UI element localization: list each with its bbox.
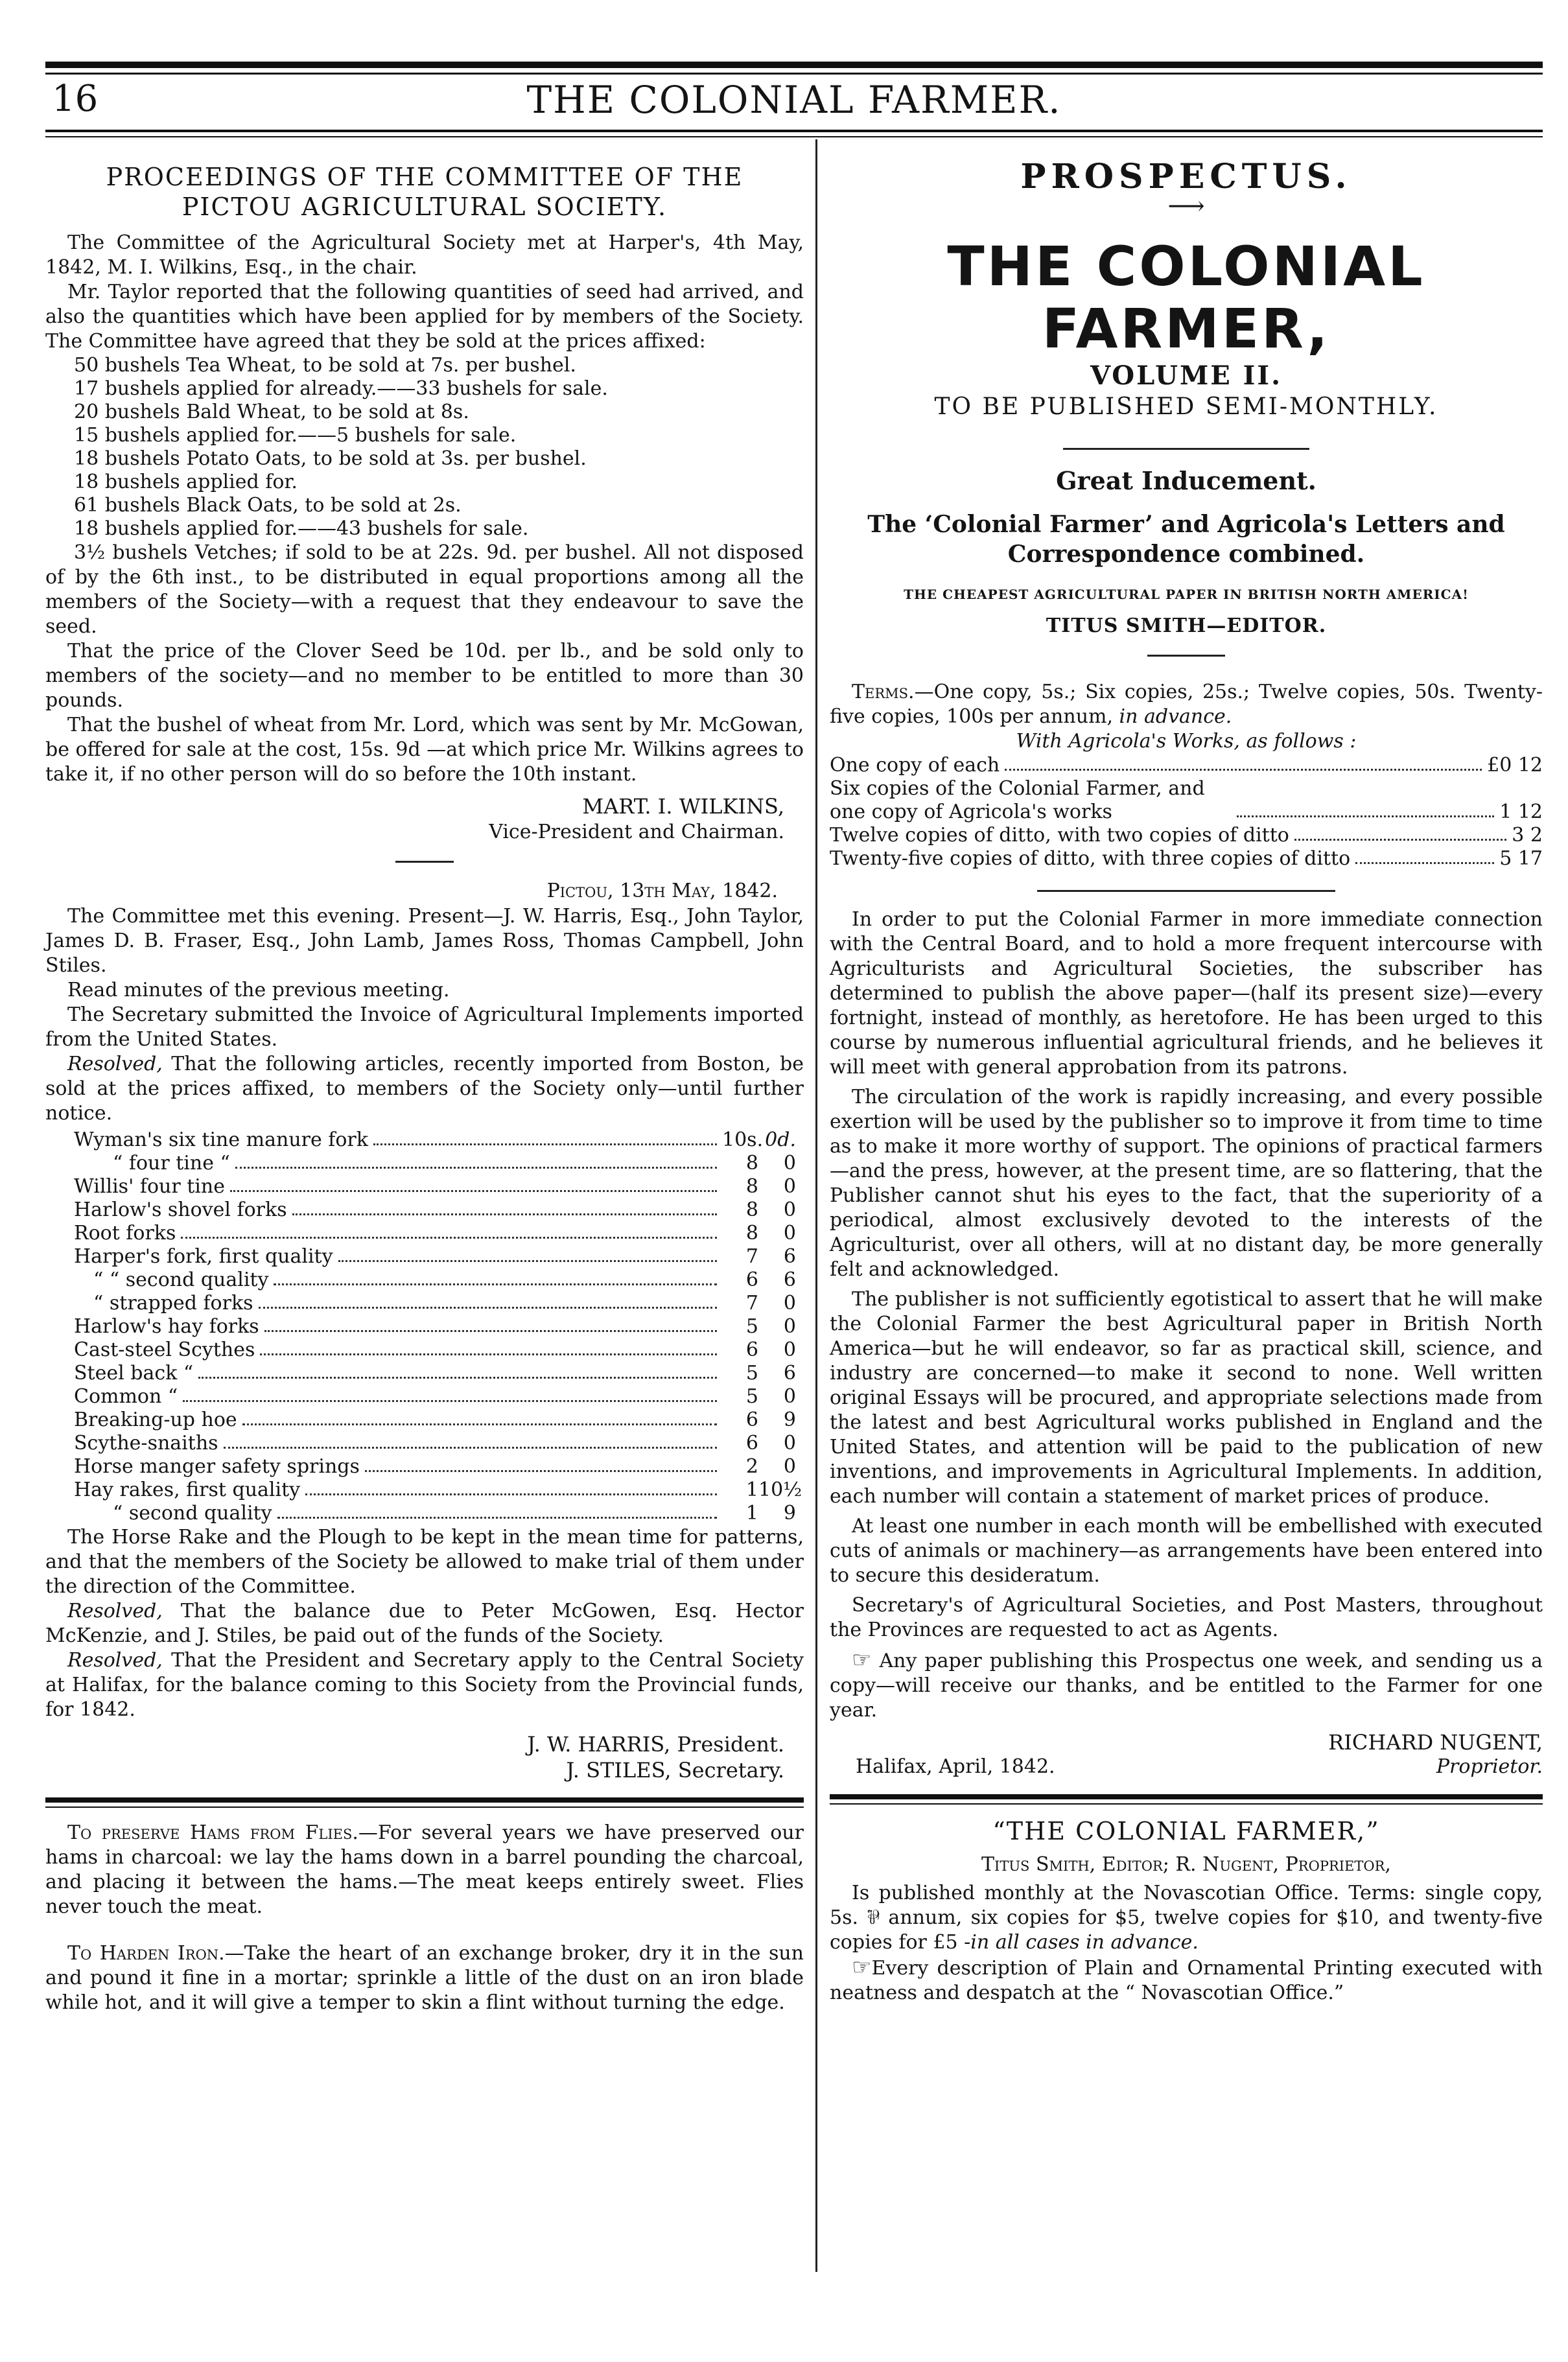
proceedings-title-1: PROCEEDINGS OF THE COMMITTEE OF THE: [106, 163, 743, 191]
price-row: Common “ 5 0: [74, 1385, 796, 1408]
pointing-hand-icon: ☞: [852, 1647, 872, 1673]
price-list: [45, 1128, 804, 1525]
offer-row: Twelve copies of ditto, with two copies of ditto 3 2: [830, 824, 1543, 847]
offer-row: One copy of each £0 12: [830, 754, 1543, 777]
short-divider: [1147, 655, 1225, 657]
column-divider: [815, 139, 817, 2272]
signature-title: Vice-President and Chairman.: [489, 821, 784, 843]
para-1: In order to put the Colonial Farmer in more immediate connection with the Central Board, and to hold a more frequent intercourse with Agriculturists and Agricultural Societies, the subscriber has determined to publish the above paper—(half its present size)—every fortnight, instead of monthly, as heretofore. He has been urged to this course by numerous influential agricultural friends, and he believes it will meet with general approbation from its patrons.: [830, 908, 1543, 1079]
signature-wilkins: [45, 793, 804, 845]
hams-paragraph: To preserve Hams from Flies.—For several years we have preserved our hams in charcoal: we lay the hams down in a barrel pounding the charcoal, and placing it between the hams.—The meat keeps entirely sweet. Flies never touch the meat.: [45, 1821, 804, 1918]
signature-name: MART. I. WILKINS,: [582, 794, 784, 819]
clover-paragraph: That the price of the Clover Seed be 10d. per lb., and be sold only to members of the society—and no member to be entitled to more than 30 pounds.: [45, 640, 804, 712]
price-row: Root forks 8 0: [74, 1222, 796, 1245]
minutes-paragraph: Read minutes of the previous meeting.: [67, 979, 450, 1001]
price-row: Wyman's six tine manure fork 10s. 0d.: [74, 1128, 796, 1151]
vetches-paragraph: 3½ bushels Vetches; if sold to be at 22s. 9d. per bushel. All not disposed of by the 6th inst., to be distributed in equal proportions among all the members of the Society—with a request that they endeavour to save the seed.: [45, 541, 804, 638]
seed-item: 18 bushels Potato Oats, to be sold at 3s. per bushel.: [74, 447, 587, 470]
left-column: [45, 143, 804, 2015]
header-rule-thin: [45, 136, 1543, 137]
terms: Terms.—One copy, 5s.; Six copies, 25s.; Twelve copies, 50s. Twenty-five copies, 100s per annum, in advance.: [830, 681, 1543, 728]
editor-line: TITUS SMITH—EDITOR.: [1046, 614, 1327, 637]
header-rule: [45, 130, 1543, 132]
pointing-hand-icon: ☞: [852, 1954, 872, 1980]
combined-line-1: The ‘Colonial Farmer’ and Agricola's Letters and: [867, 511, 1505, 538]
ornament-rule: [1063, 448, 1309, 450]
resolved-1: [45, 1052, 804, 1126]
resolved-2: Resolved, That the balance due to Peter McGowen, Esq. Hector McKenzie, and J. Stiles, be paid out of the funds of the Society.: [45, 1600, 804, 1647]
price-row: “ four tine “ 8 0: [113, 1152, 796, 1175]
resolved-text: That the following articles, recently imported from Boston, be sold at the prices affixed, to members of the Society only—until further notice.: [45, 1053, 804, 1125]
offer-row: Twenty-five copies of ditto, with three copies of ditto 5 17: [830, 847, 1543, 870]
top-rule: [45, 62, 1543, 68]
seed-item: 20 bushels Bald Wheat, to be sold at 8s.: [74, 401, 469, 423]
price-row: “ second quality 1 9: [113, 1502, 796, 1525]
price-row: Harper's fork, first quality 7 6: [74, 1245, 796, 1268]
ornament-arrow: ⟶: [1167, 191, 1205, 221]
price-row: Scythe-snaiths 6 0: [74, 1432, 796, 1455]
sign-title: Proprietor.: [1436, 1755, 1543, 1778]
page-number: 16: [52, 78, 99, 120]
box-para-1: Is published monthly at the Novascotian Office. Terms: single copy, 5s. ⅌ annum, six copies for $5, twelve copies for $10, and twenty-five copies for £5 -in all cases in advance.: [830, 1882, 1543, 1954]
dateline: Pictou, 13th May, 1842.: [546, 880, 778, 902]
page-title: THE COLONIAL FARMER.: [526, 78, 1062, 122]
para-2: The circulation of the work is rapidly increasing, and every possible exertion will be used by the publisher so to improve it from time to time as to make it more worthy of support. The opinions of practical farmers—and the press, however, at the present time, are so flattering, that the Publisher cannot shut his eyes to the fact, that the superiority of a periodical, almost exclusively devoted to the interests of the Agriculturist, over all others, will at no distant day, be more generally felt and acknowledged.: [830, 1086, 1543, 1281]
price-row: Horse manger safety springs 2 0: [74, 1455, 796, 1478]
signature-harris-stiles: [45, 1731, 804, 1783]
seed-item: 18 bushels applied for.: [74, 471, 298, 493]
newspaper-page: [39, 0, 1549, 2362]
price-row: Willis' four tine 8 0: [74, 1175, 796, 1198]
price-row: Harlow's shovel forks 8 0: [74, 1199, 796, 1221]
section-rule: [45, 1797, 804, 1808]
section-rule: [830, 1794, 1543, 1805]
sign-footer: [830, 1755, 1543, 1779]
wheat-paragraph: That the bushel of wheat from Mr. Lord, which was sent by Mr. McGowan, be offered for sale at the cost, 15s. 9d —at which price Mr. Wilkins agrees to take it, if no other person will do so before the 10th instant.: [45, 714, 804, 786]
short-divider: [395, 861, 454, 863]
price-row: “ strapped forks 7 0: [93, 1292, 796, 1315]
seed-item: 15 bushels applied for.——5 bushels for sale.: [74, 424, 517, 447]
resolved-label: Resolved,: [67, 1053, 163, 1075]
price-row: Cast-steel Scythes 6 0: [74, 1339, 796, 1361]
top-rule-thin: [45, 73, 1543, 75]
invoice-paragraph: The Secretary submitted the Invoice of Agricultural Implements imported from the United States.: [45, 1003, 804, 1051]
offer-list: [830, 754, 1543, 871]
signature-president: J. W. HARRIS, President.: [527, 1732, 784, 1757]
report-paragraph: Mr. Taylor reported that the following quantities of seed had arrived, and also the quantities which have been applied for by members of the Society. The Committee have agreed that they be sold at the prices affixed:: [45, 281, 804, 353]
price-row: Steel back “ 5 6: [74, 1362, 796, 1385]
met-paragraph: The Committee met this evening. Present—J. W. Harris, Esq., John Taylor, James D. B. Fraser, Esq., John Lamb, James Ross, Thomas Campbell, John Stiles.: [45, 905, 804, 977]
price-row: Breaking-up hoe 6 9: [74, 1409, 796, 1431]
para-6: ☞ Any paper publishing this Prospectus one week, and sending us a copy—will receive our thanks, and be entitled to the Farmer for one year.: [830, 1647, 1543, 1722]
sign-name: RICHARD NUGENT,: [1328, 1730, 1543, 1755]
right-column: [830, 143, 1543, 2005]
seed-item: 18 bushels applied for.——43 bushels for sale.: [74, 517, 529, 540]
sign-place: Halifax, April, 1842.: [856, 1755, 1055, 1778]
seed-item: 17 bushels applied for already.——33 bushels for sale.: [74, 377, 608, 400]
resolved-3: Resolved, That the President and Secretary apply to the Central Society at Halifax, for the balance coming to this Society from the Provincial funds, for 1842.: [45, 1649, 804, 1721]
proceedings-title-2: PICTOU AGRICULTURAL SOCIETY.: [181, 193, 668, 221]
semi-monthly: TO BE PUBLISHED SEMI-MONTHLY.: [934, 393, 1438, 420]
box-editor: Titus Smith, Editor; R. Nugent, Proprietor,: [981, 1853, 1391, 1876]
prospectus-title: THE COLONIAL FARMER,: [947, 235, 1425, 360]
inducement: Great Inducement.: [1056, 466, 1316, 495]
seed-item: 50 bushels Tea Wheat, to be sold at 7s. per bushel.: [74, 354, 576, 377]
cheapest: THE CHEAPEST AGRICULTURAL PAPER IN BRITISH NORTH AMERICA!: [904, 587, 1469, 602]
para-3: The publisher is not sufficiently egotistical to assert that he will make the Colonial Farmer the best Agricultural paper in British North America—but he will endeavor, so far as practical skill, science, and industry are concerned—to make it second to none. Well written original Essays will be procured, and appropriate selections made from the latest and best Agricultural works published in England and the United States, and attention will be paid to the publication of new inventions, and improvements in Agricultural Implements. In addition, each number will contain a statement of market prices of produce.: [830, 1288, 1543, 1508]
horse-rake-paragraph: The Horse Rake and the Plough to be kept in the mean time for patterns, and that the members of the Society be allowed to make trial of them under the direction of the Committee.: [45, 1526, 804, 1598]
price-row: Harlow's hay forks 5 0: [74, 1315, 796, 1338]
intro-paragraph: The Committee of the Agricultural Society met at Harper's, 4th May, 1842, M. I. Wilkins, Esq., in the chair.: [45, 231, 804, 279]
offer-row: Six copies of the Colonial Farmer, and one copy of Agricola's works 1 12: [830, 777, 1543, 823]
signature-secretary: J. STILES, Secretary.: [566, 1758, 784, 1783]
box-title: “THE COLONIAL FARMER,”: [992, 1817, 1380, 1845]
divider: [1037, 890, 1335, 892]
combined-line-2: Correspondence combined.: [1007, 541, 1365, 568]
prospectus-heading: PROSPECTUS.: [1020, 157, 1352, 196]
seed-item: 61 bushels Black Oats, to be sold at 2s.: [74, 494, 462, 517]
para-5: Secretary's of Agricultural Societies, and Post Masters, throughout the Provinces are requested to act as Agents.: [830, 1594, 1543, 1641]
price-row: “ “ second quality 6 6: [93, 1269, 796, 1291]
with-agricola: With Agricola's Works, as follows :: [1016, 730, 1357, 753]
box-para-2: ☞Every description of Plain and Ornamental Printing executed with neatness and despatch at the “ Novascotian Office.”: [830, 1954, 1543, 2004]
para-4: At least one number in each month will be embellished with executed cuts of animals or machinery—as arrangements have been entered into to secure this desideratum.: [830, 1515, 1543, 1587]
volume: VOLUME II.: [1090, 360, 1283, 391]
price-row: Hay rakes, first quality 1 10½: [74, 1479, 802, 1501]
iron-paragraph: To Harden Iron.—Take the heart of an exchange broker, dry it in the sun and pound it fine in a mortar; sprinkle a little of the dust on an iron blade while hot, and it will give a temper to skin a flint without turning the edge.: [45, 1942, 804, 2014]
seed-list: [45, 354, 804, 541]
page-header: [45, 78, 1543, 130]
